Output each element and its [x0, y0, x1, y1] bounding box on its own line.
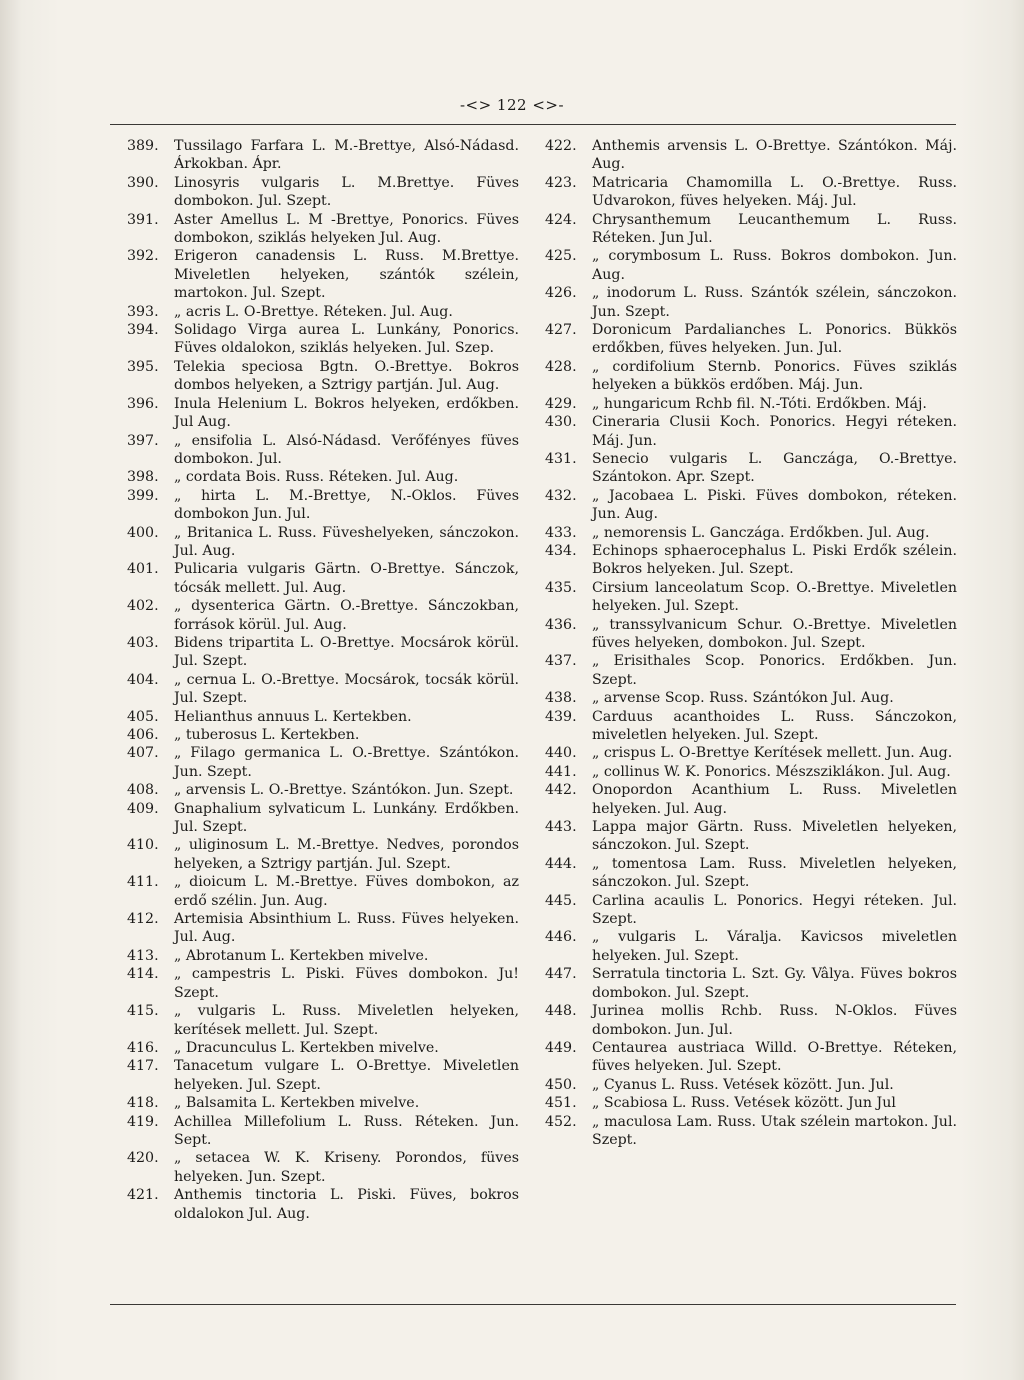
- list-item: [127, 634, 519, 671]
- entry-number: 419.: [127, 1113, 159, 1130]
- list-item: [127, 947, 519, 965]
- list-item: [127, 1149, 519, 1186]
- entry-text: „ Balsamita L. Kertekben mivelve.: [174, 1095, 420, 1112]
- entry-text: „ transsylvanicum Schur. O.-Brettye. Miveletlen füves helyeken, dombokon. Jul. Szept.: [592, 616, 957, 651]
- entry-text: Aster Amellus L. M -Brettye, Ponorics. Füves dombokon, sziklás helyeken Jul. Aug.: [174, 211, 519, 247]
- entry-number: 406.: [127, 727, 159, 743]
- list-item: [545, 616, 957, 653]
- entry-text: „ maculosa Lam. Russ. Utak szélein martokon. Jul. Szept.: [592, 1113, 957, 1148]
- entry-number: 451.: [545, 1095, 577, 1112]
- list-item: [545, 579, 957, 616]
- entry-text: „ Scabiosa L. Russ. Vetések között. Jun Jul: [592, 1095, 896, 1112]
- entry-number: 402.: [127, 598, 159, 615]
- entry-number: 447.: [545, 966, 577, 983]
- list-item: [127, 800, 519, 837]
- entry-number: 430.: [545, 414, 577, 431]
- entry-number: 417.: [127, 1058, 159, 1075]
- entry-text: Matricaria Chamomilla L. O.-Brettye. Russ. Udvarokon, füves helyeken. Máj. Jul.: [592, 174, 957, 210]
- list-item: [545, 1076, 957, 1094]
- list-item: [127, 781, 519, 799]
- bottom-rule: [110, 1304, 956, 1305]
- entry-number: 436.: [545, 616, 577, 633]
- list-item: [127, 744, 519, 781]
- list-item: [545, 1039, 957, 1076]
- entry-text: Senecio vulgaris L. Ganczága, O.-Brettye. Szántokon. Apr. Szept.: [592, 450, 957, 486]
- entry-number: 428.: [545, 358, 577, 375]
- entry-text: „ Filago germanica L. O.-Brettye. Szántókon. Jun. Szept.: [174, 745, 519, 780]
- entry-number: 414.: [127, 966, 159, 983]
- entry-number: 409.: [127, 800, 159, 817]
- entry-text: Doronicum Pardalianches L. Ponorics. Bükkös erdőkben, füves helyeken. Jun. Jul.: [592, 322, 957, 357]
- entry-number: 403.: [127, 634, 159, 651]
- list-item: [127, 468, 519, 486]
- entry-number: 448.: [545, 1003, 577, 1020]
- entry-number: 413.: [127, 947, 159, 964]
- entry-number: 394.: [127, 322, 159, 339]
- entry-number: 437.: [545, 653, 577, 670]
- entry-text: „ Britanica L. Russ. Füveshelyeken, sánczokon. Jul. Aug.: [174, 524, 519, 559]
- list-item: [545, 781, 957, 818]
- list-item: [545, 689, 957, 707]
- entry-text: „ tuberosus L. Kertekben.: [174, 727, 360, 743]
- entry-text: „ hirta L. M.-Brettye, N.-Oklos. Füves dombokon Jun. Jul.: [174, 487, 519, 523]
- entry-number: 399.: [127, 487, 159, 504]
- entry-number: 450.: [545, 1076, 577, 1093]
- entry-text: Echinops sphaerocephalus L. Piski Erdők szélein. Bokros helyeken. Jul. Szept.: [592, 542, 957, 578]
- entry-number: 396.: [127, 395, 159, 412]
- entry-number: 407.: [127, 745, 159, 762]
- entry-text: Lappa major Gärtn. Russ. Miveletlen helyeken, sánczokon. Jul. Szept.: [592, 819, 957, 854]
- list-item: [127, 1002, 519, 1039]
- list-item: [545, 708, 957, 745]
- entry-text: Gnaphalium sylvaticum L. Lunkány. Erdőkben. Jul. Szept.: [174, 800, 519, 836]
- entry-number: 433.: [545, 524, 577, 541]
- list-item: [545, 928, 957, 965]
- entry-text: „ collinus W. K. Ponorics. Mészsziklákon. Jul. Aug.: [592, 763, 951, 780]
- entry-text: „ setacea W. K. Kriseny. Porondos, füves helyeken. Jun. Szept.: [174, 1150, 519, 1185]
- entry-text: „ uliginosum L. M.-Brettye. Nedves, porondos helyeken, a Sztrigy partján. Jul. Szept.: [174, 837, 519, 872]
- list-item: [127, 174, 519, 211]
- entry-number: 434.: [545, 542, 577, 559]
- entry-number: 400.: [127, 524, 159, 541]
- list-item: [545, 763, 957, 781]
- entry-number: 418.: [127, 1095, 159, 1112]
- list-item: [545, 247, 957, 284]
- list-item: [127, 211, 519, 248]
- entry-text: „ ensifolia L. Alsó-Nádasd. Verőfényes füves dombokon. Jul.: [174, 432, 519, 467]
- entry-text: Helianthus annuus L. Kertekben.: [174, 708, 412, 725]
- entry-text: Cirsium lanceolatum Scop. O.-Brettye. Miveletlen helyeken. Jul. Szept.: [592, 579, 957, 615]
- entry-text: Tanacetum vulgare L. O-Brettye. Miveletlen helyeken. Jul. Szept.: [174, 1058, 519, 1093]
- entry-number: 401.: [127, 561, 159, 578]
- entry-text: Anthemis arvensis L. O-Brettye. Szántókon. Máj. Aug.: [592, 138, 957, 173]
- list-item: [127, 560, 519, 597]
- entry-text: „ arvensis L. O.-Brettye. Szántókon. Jun. Szept.: [174, 782, 514, 799]
- list-item: [545, 1094, 957, 1112]
- entry-text: „ Dracunculus L. Kertekben mivelve.: [174, 1039, 439, 1056]
- list-item: [545, 892, 957, 929]
- list-item: [545, 744, 957, 762]
- list-item: [127, 726, 519, 744]
- entry-text: „ tomentosa Lam. Russ. Miveletlen helyeken, sánczokon. Jul. Szept.: [592, 855, 957, 891]
- entry-text: „ cernua L. O.-Brettye. Mocsárok, tocsák körül. Jul. Szept.: [174, 671, 519, 707]
- list-item: [127, 910, 519, 947]
- entry-number: 416.: [127, 1039, 159, 1056]
- list-item: [545, 450, 957, 487]
- entry-text: Inula Helenium L. Bokros helyeken, erdőkben. Jul Aug.: [174, 395, 519, 431]
- entry-text: Artemisia Absinthium L. Russ. Füves helyeken. Jul. Aug.: [174, 911, 519, 946]
- entry-number: 408.: [127, 782, 159, 799]
- list-item: [545, 284, 957, 321]
- list-item: [127, 597, 519, 634]
- entry-text: „ Cyanus L. Russ. Vetések között. Jun. Jul.: [592, 1076, 894, 1093]
- list-item: [545, 137, 957, 174]
- entry-text: „ vulgaris L. Russ. Miveletlen helyeken, kerítések mellett. Jul. Szept.: [174, 1003, 519, 1038]
- entry-number: 425.: [545, 248, 577, 265]
- list-item: [545, 487, 957, 524]
- list-item: [545, 174, 957, 211]
- entry-text: Erigeron canadensis L. Russ. M.Brettye. Miveletlen helyeken, szántók szélein, martokon. Jul. Szept.: [174, 248, 519, 302]
- list-item: [545, 652, 957, 689]
- entry-text: „ nemorensis L. Ganczága. Erdőkben. Jul. Aug.: [592, 524, 930, 541]
- entry-number: 429.: [545, 395, 577, 412]
- entry-text: „ campestris L. Piski. Füves dombokon. Ju! Szept.: [174, 966, 519, 1001]
- entry-number: 431.: [545, 450, 577, 467]
- list-item: [127, 432, 519, 469]
- right-column: [545, 137, 957, 1149]
- entry-number: 452.: [545, 1113, 577, 1130]
- entry-number: 435.: [545, 579, 577, 596]
- entry-text: „ arvense Scop. Russ. Szántókon Jul. Aug.: [592, 690, 894, 707]
- list-item: [127, 965, 519, 1002]
- entry-text: Bidens tripartita L. O-Brettye. Mocsárok körül. Jul. Szept.: [174, 634, 519, 670]
- list-item: [127, 487, 519, 524]
- entry-text: Serratula tinctoria L. Szt. Gy. Vâlya. Füves bokros dombokon. Jul. Szept.: [592, 966, 957, 1001]
- list-item: [545, 321, 957, 358]
- entry-number: 442.: [545, 782, 577, 799]
- entry-number: 405.: [127, 708, 159, 725]
- list-item: [127, 303, 519, 321]
- entry-number: 421.: [127, 1187, 159, 1204]
- entry-text: Chrysanthemum Leucanthemum L. Russ. Réteken. Jun Jul.: [592, 211, 957, 247]
- entry-text: Pulicaria vulgaris Gärtn. O-Brettye. Sánczok, tócsák mellett. Jul. Aug.: [174, 561, 519, 596]
- entry-number: 443.: [545, 819, 577, 836]
- entry-text: „ inodorum L. Russ. Szántók szélein, sánczokon. Jun. Szept.: [592, 285, 957, 320]
- entry-number: 412.: [127, 911, 159, 928]
- list-item: [127, 873, 519, 910]
- list-item: [127, 321, 519, 358]
- top-rule: [110, 124, 956, 125]
- list-item: [127, 247, 519, 302]
- entry-number: 432.: [545, 487, 577, 504]
- entry-text: Achillea Millefolium L. Russ. Réteken. Jun. Sept.: [174, 1113, 519, 1148]
- entry-number: 398.: [127, 469, 159, 486]
- list-item: [545, 818, 957, 855]
- list-item: [127, 1057, 519, 1094]
- list-item: [127, 137, 519, 174]
- entry-text: „ cordata Bois. Russ. Réteken. Jul. Aug.: [174, 469, 459, 486]
- entry-text: „ corymbosum L. Russ. Bokros dombokon. Jun. Aug.: [592, 248, 957, 283]
- entry-text: „ Abrotanum L. Kertekben mivelve.: [174, 947, 429, 964]
- entry-text: Solidago Virga aurea L. Lunkány, Ponorics. Füves oldalokon, sziklás helyeken. Jul. Szep.: [174, 322, 519, 357]
- entry-number: 446.: [545, 929, 577, 946]
- list-item: [127, 671, 519, 708]
- entry-number: 397.: [127, 432, 159, 449]
- entry-number: 424.: [545, 211, 577, 228]
- entry-text: Jurinea mollis Rchb. Russ. N-Oklos. Füves dombokon. Jun. Jul.: [592, 1003, 957, 1038]
- list-item: [545, 524, 957, 542]
- entry-text: „ hungaricum Rchb fil. N.-Tóti. Erdőkben. Máj.: [592, 395, 927, 412]
- list-item: [127, 358, 519, 395]
- entry-text: „ Erisithales Scop. Ponorics. Erdőkben. Jun. Szept.: [592, 653, 957, 688]
- list-item: [545, 358, 957, 395]
- entry-number: 415.: [127, 1003, 159, 1020]
- entry-number: 393.: [127, 303, 159, 320]
- entry-text: „ acris L. O-Brettye. Réteken. Jul. Aug.: [174, 303, 453, 320]
- entry-text: „ cordifolium Sternb. Ponorics. Füves sziklás helyeken a bükkös erdőben. Máj. Jun.: [592, 358, 957, 394]
- entry-number: 445.: [545, 892, 577, 909]
- entry-number: 420.: [127, 1150, 159, 1167]
- list-item: [545, 413, 957, 450]
- entry-number: 449.: [545, 1039, 577, 1056]
- entry-number: 440.: [545, 745, 577, 762]
- entry-number: 444.: [545, 855, 577, 872]
- entry-text: Linosyris vulgaris L. M.Brettye. Füves dombokon. Jul. Szept.: [174, 174, 519, 210]
- entry-text: „ vulgaris L. Váralja. Kavicsos miveletlen helyeken. Jul. Szept.: [592, 929, 957, 964]
- entry-number: 390.: [127, 174, 159, 191]
- list-item: [127, 836, 519, 873]
- entry-number: 423.: [545, 174, 577, 191]
- entry-number: 422.: [545, 138, 577, 154]
- list-item: [127, 1094, 519, 1112]
- left-column: [127, 137, 519, 1223]
- entry-number: 427.: [545, 322, 577, 339]
- entry-number: 439.: [545, 708, 577, 725]
- list-item: [127, 1039, 519, 1057]
- entry-text: Anthemis tinctoria L. Piski. Füves, bokros oldalokon Jul. Aug.: [174, 1187, 519, 1222]
- entry-number: 426.: [545, 285, 577, 302]
- entry-number: 389.: [127, 138, 159, 154]
- entry-text: Cineraria Clusii Koch. Ponorics. Hegyi réteken. Máj. Jun.: [592, 414, 957, 449]
- list-item: [545, 542, 957, 579]
- list-item: [127, 1113, 519, 1150]
- list-item: [127, 524, 519, 561]
- list-item: [545, 965, 957, 1002]
- entry-number: 392.: [127, 248, 159, 265]
- list-item: [545, 395, 957, 413]
- entry-number: 438.: [545, 690, 577, 707]
- entry-number: 411.: [127, 874, 159, 891]
- list-item: [127, 1186, 519, 1223]
- entry-text: Carduus acanthoides L. Russ. Sánczokon, miveletlen helyeken. Jul. Szept.: [592, 708, 957, 743]
- entry-text: Tussilago Farfara L. M.-Brettye, Alsó-Nádasd. Árkokban. Ápr.: [174, 138, 519, 173]
- entry-text: Onopordon Acanthium L. Russ. Miveletlen helyeken. Jul. Aug.: [592, 782, 957, 817]
- entry-text: Carlina acaulis L. Ponorics. Hegyi réteken. Jul. Szept.: [592, 892, 957, 928]
- page-number-header: -<> 122 <>-: [459, 96, 565, 114]
- list-item: [545, 855, 957, 892]
- entry-text: „ dysenterica Gärtn. O.-Brettye. Sánczokban, források körül. Jul. Aug.: [174, 598, 519, 633]
- entry-text: „ crispus L. O-Brettye Kerítések mellett. Jun. Aug.: [592, 745, 953, 762]
- entry-number: 410.: [127, 837, 159, 854]
- list-item: [127, 395, 519, 432]
- entry-number: 441.: [545, 763, 577, 780]
- entry-text: „ Jacobaea L. Piski. Füves dombokon, réteken. Jun. Aug.: [592, 487, 957, 523]
- list-item: [545, 1113, 957, 1150]
- entry-number: 391.: [127, 211, 159, 228]
- list-item: [127, 708, 519, 726]
- list-item: [545, 1002, 957, 1039]
- entry-text: Centaurea austriaca Willd. O-Brettye. Réteken, füves helyeken. Jul. Szept.: [592, 1039, 957, 1075]
- entry-text: Telekia speciosa Bgtn. O.-Brettye. Bokros dombos helyeken, a Sztrigy partján. Jul. Aug.: [174, 358, 519, 394]
- entry-text: „ dioicum L. M.-Brettye. Füves dombokon, az erdő szélin. Jun. Aug.: [174, 874, 519, 909]
- list-item: [545, 211, 957, 248]
- entry-number: 395.: [127, 358, 159, 375]
- entry-number: 404.: [127, 671, 159, 688]
